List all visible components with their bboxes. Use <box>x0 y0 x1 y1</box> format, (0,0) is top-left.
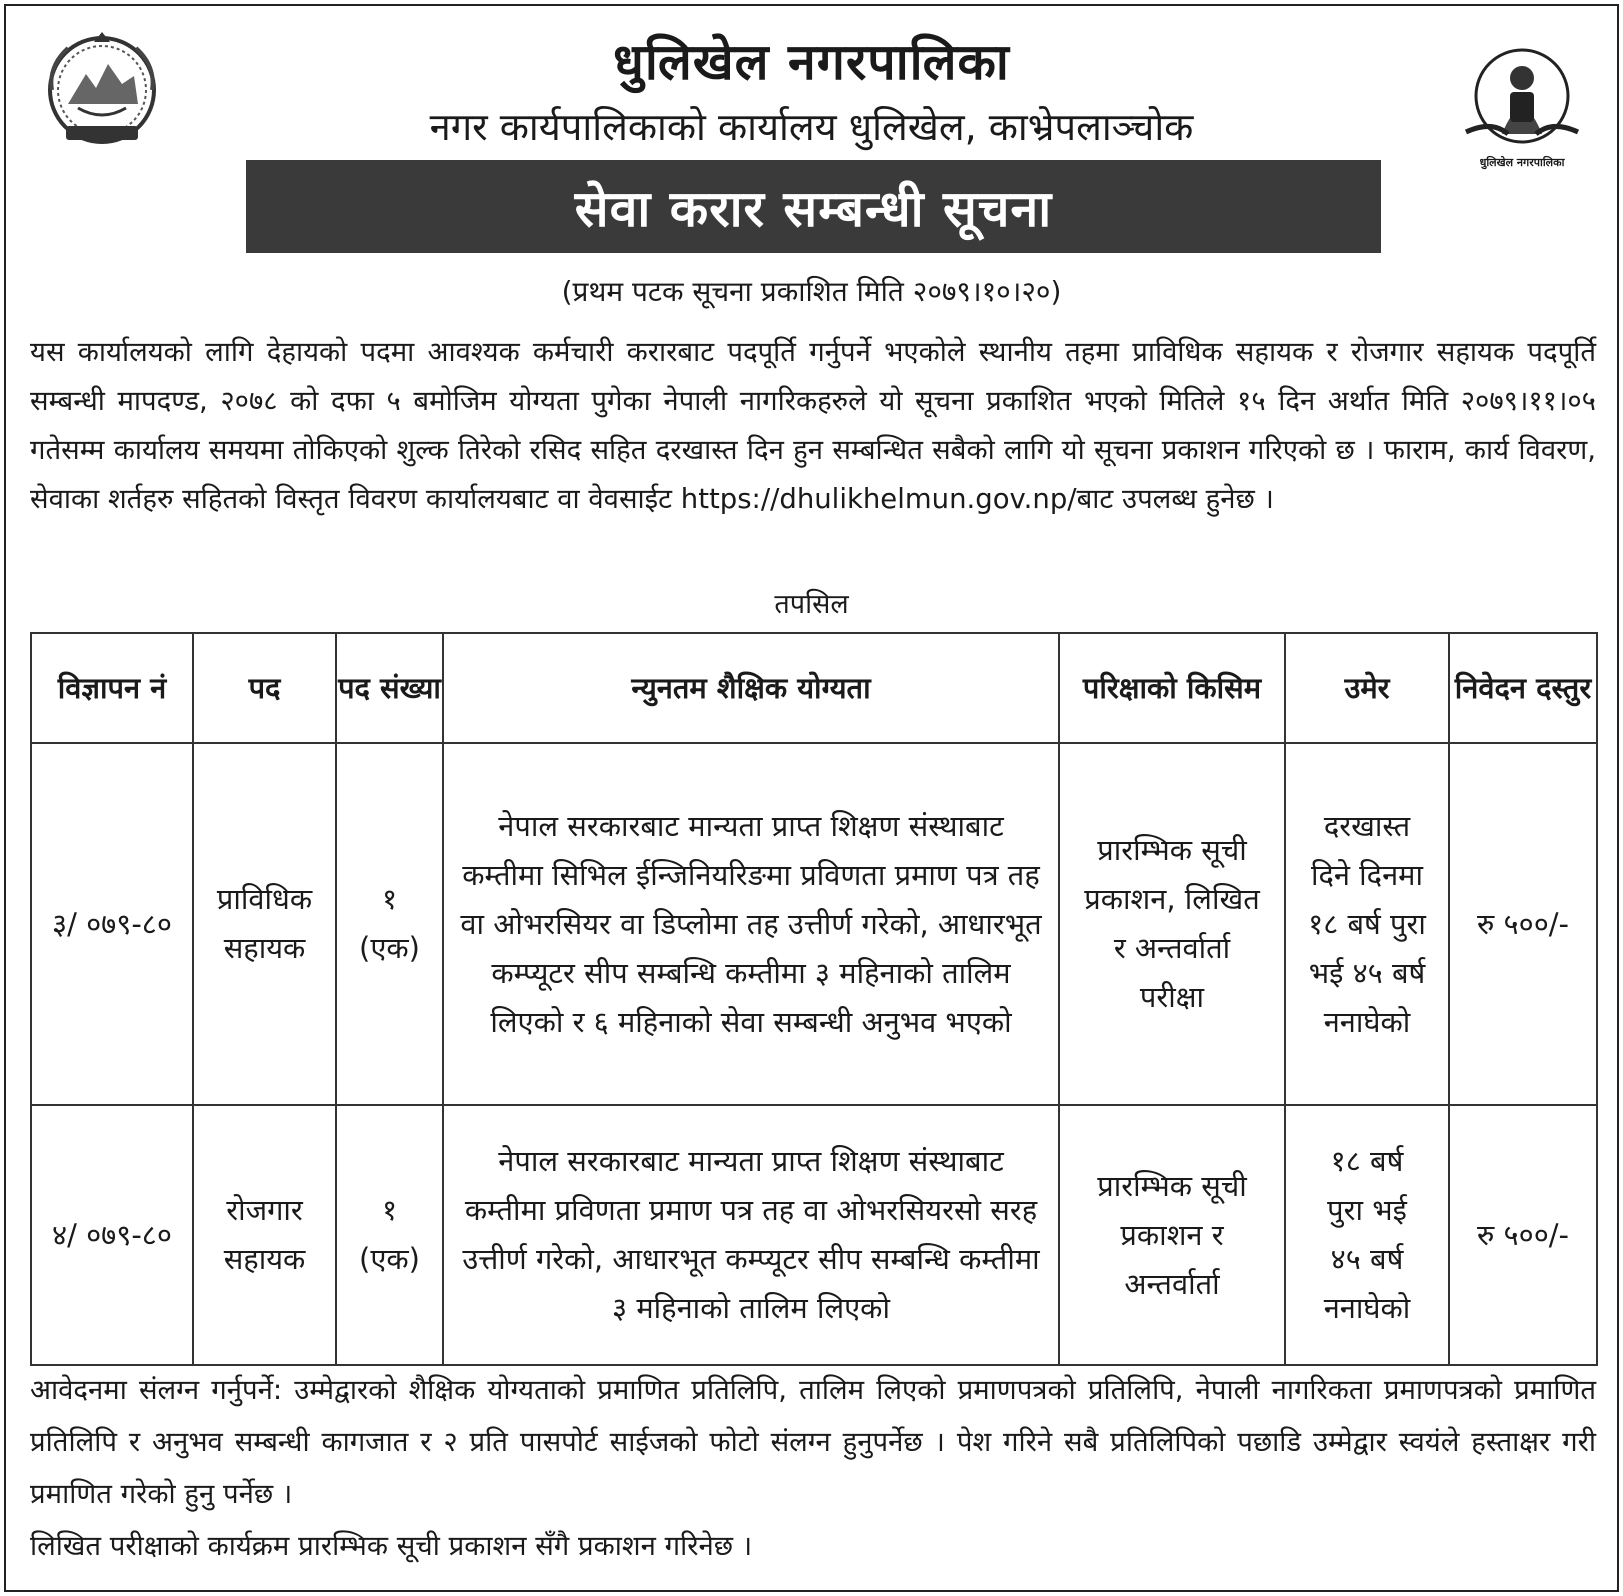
cell-qualification: नेपाल सरकारबाट मान्यता प्राप्त शिक्षण संस्थाबाट कम्तीमा प्रविणता प्रमाण पत्र तह वा ओभरसियरसो सरह उत्तीर्ण गरेको, आधारभूत कम्प्यूटर सीप सम्बन्धि कम्तीमा ३ महिनाको तालिम लिएको <box>443 1105 1059 1365</box>
cell-age: १८ बर्ष पुरा भई ४५ बर्ष ननाघेको <box>1285 1105 1449 1365</box>
col-header-post: पद <box>193 633 336 743</box>
col-header-qualification: न्युनतम शैक्षिक योग्यता <box>443 633 1059 743</box>
cell-exam-type: प्रारम्भिक सूची प्रकाशन र अन्तर्वार्ता <box>1059 1105 1285 1365</box>
table-row <box>31 1105 1597 1365</box>
cell-ad-no: ४/ ०७९-८० <box>31 1105 193 1365</box>
cell-fee: रु ५००/- <box>1449 1105 1597 1365</box>
intro-paragraph: यस कार्यालयको लागि देहायको पदमा आवश्यक कर्मचारी करारबाट पदपूर्ति गर्नुपर्ने भएकोले स्थानीय तहमा प्राविधिक सहायक र रोजगार सहायक पदपूर्ति सम्बन्धी मापदण्ड, २०७८ को दफा ५ बमोजिम योग्यता पुगेका नेपाली नागरिकहरुले यो सूचना प्रकाशित भएको मितिले १५ दिन अर्थात मिति २०७९।११।०५ गतेसम्म कार्यालय समयमा तोकिएको शुल्क तिरेको रसिद सहित दरखास्त दिन हुन सम्बन्धित सबैको लागि यो सूचना प्रकाशन गरिएको छ । फाराम, कार्य विवरण, सेवाका शर्तहरु सहितको विस्तृत विवरण कार्यालयबाट वा वेवसाईट https://dhulikhelmun.gov.np/बाट उपलब्ध हुनेछ । <box>30 336 1596 515</box>
col-header-age: उमेर <box>1285 633 1449 743</box>
cell-count: १ (एक) <box>336 743 443 1105</box>
col-header-fee: निवेदन दस्तुर <box>1449 633 1597 743</box>
cell-qualification: नेपाल सरकारबाट मान्यता प्राप्त शिक्षण संस्थाबाट कम्तीमा सिभिल ईन्जिनियरिङमा प्रविणता प्रमाण पत्र तह वा ओभरसियर वा डिप्लोमा तह उत्तीर्ण गरेको, आधारभूत कम्प्यूटर सीप सम्बन्धि कम्तीमा ३ महिनाको तालिम लिएको र ६ महिनाको सेवा सम्बन्धी अनुभव भएको <box>443 743 1059 1105</box>
col-header-ad-no: विज्ञापन नं <box>31 633 193 743</box>
exam-schedule-paragraph: लिखित परीक्षाको कार्यक्रम प्रारम्भिक सूची प्रकाशन सँगै प्रकाशन गरिनेछ । <box>30 1530 753 1562</box>
notice-title-banner <box>246 160 1381 253</box>
table-row <box>31 743 1597 1105</box>
attachments-paragraph: आवेदनमा संलग्न गर्नुपर्ने: उम्मेद्वारको शैक्षिक योग्यताको प्रमाणित प्रतिलिपि, तालिम लिएको प्रमाणपत्रको प्रतिलिपि, नेपाली नागरिकता प्रमाणपत्रको प्रमाणित प्रतिलिपि र अनुभव सम्बन्धी कागजात र २ प्रति पासपोर्ट साईजको फोटो संलग्न हुनुपर्नेछ । पेश गरिने सबै प्रतिलिपिको पछाडि उम्मेद्वार स्वयंले हस्ताक्षर गरी प्रमाणित गरेको हुनु पर्नेछ । <box>30 1374 1596 1510</box>
org-name: धुलिखेल नगरपालिका <box>613 33 1010 91</box>
cell-post: प्राविधिक सहायक <box>193 743 336 1105</box>
vacancy-table <box>30 632 1598 1366</box>
cell-ad-no: ३/ ०७९-८० <box>31 743 193 1105</box>
notice-title: सेवा करार सम्बन्धी सूचना <box>574 179 1053 238</box>
col-header-count: पद संख्या <box>336 633 443 743</box>
publish-date: (प्रथम पटक सूचना प्रकाशित मिति २०७९।१०।२०) <box>561 275 1062 308</box>
cell-post: रोजगार सहायक <box>193 1105 336 1365</box>
logo-caption: धुलिखेल नगरपालिका <box>1479 156 1565 169</box>
table-header-row <box>31 633 1597 743</box>
cell-exam-type: प्रारम्भिक सूची प्रकाशन, लिखित र अन्तर्वार्ता परीक्षा <box>1059 743 1285 1105</box>
cell-fee: रु ५००/- <box>1449 743 1597 1105</box>
cell-age: दरखास्त दिने दिनमा १८ बर्ष पुरा भई ४५ बर्ष ननाघेको <box>1285 743 1449 1105</box>
tapasil-label: तपसिल <box>774 589 849 620</box>
cell-count: १ (एक) <box>336 1105 443 1365</box>
col-header-exam-type: परिक्षाको किसिम <box>1059 633 1285 743</box>
office-name: नगर कार्यपालिकाको कार्यालय धुलिखेल, काभ्रेपलाञ्चोक <box>429 105 1194 149</box>
